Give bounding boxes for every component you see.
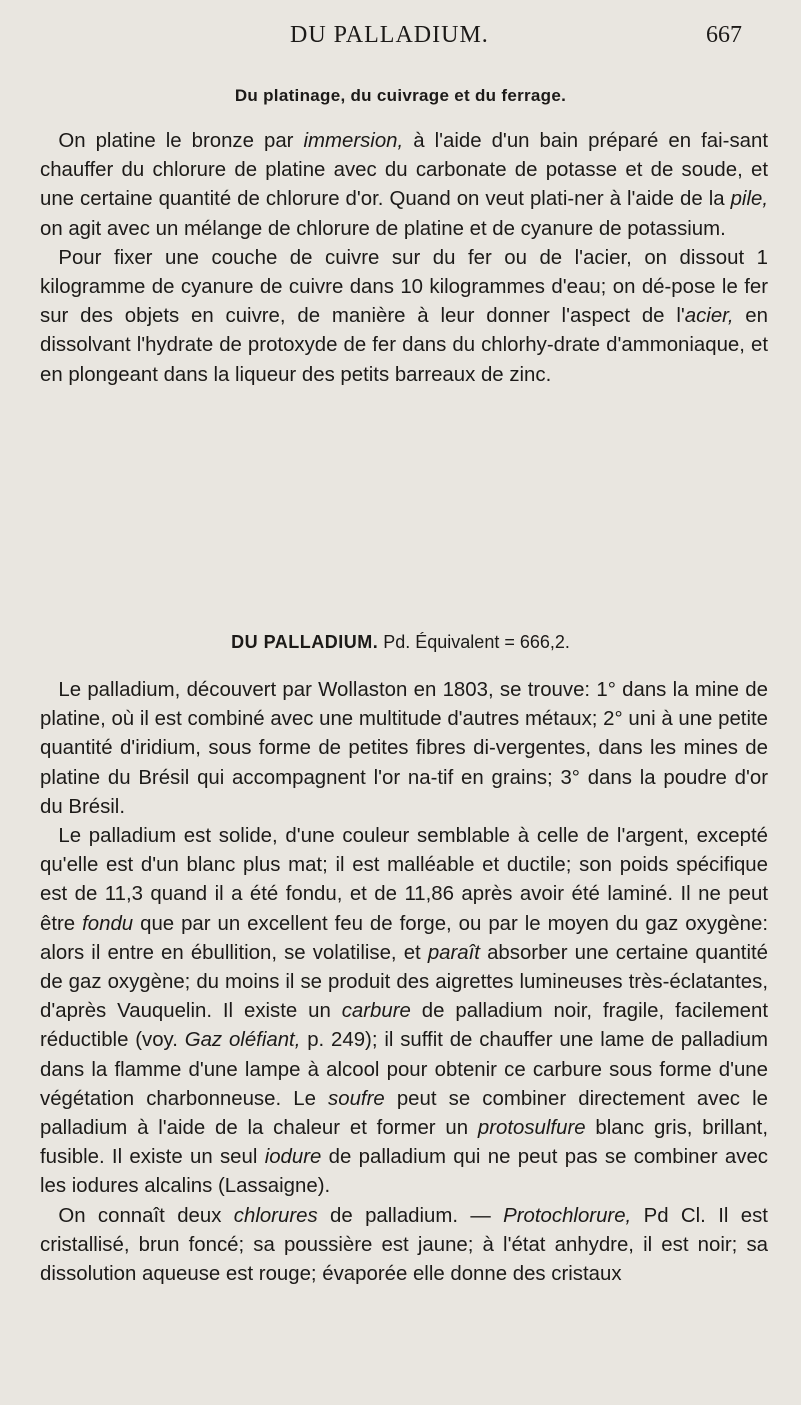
italic-term: Gaz oléfiant,: [184, 1029, 301, 1052]
italic-term: pile,: [730, 188, 768, 211]
text-run: Pour fixer une couche de cuivre sur du fer ou de l'acier, on dissout 1 kilogramme de cyanure de cuivre dans 10 kilogrammes d'eau; on dé-pose le fer sur des objets en cuivre, de manière à leur donner l'aspect de l': [40, 246, 768, 328]
italic-term: fondu: [82, 912, 134, 935]
text-run: de palladium noir, fragile, facilement réductible (voy.: [40, 1000, 768, 1052]
heading-rest: Pd. Équivalent = 666,2.: [378, 632, 570, 652]
italic-term: paraît: [427, 941, 480, 964]
text-run: peut se combiner directement avec le palladium à l'aide de la chaleur et former un: [40, 1087, 768, 1140]
text-run: à l'aide d'un bain préparé en fai-sant chauffer du chlorure de platine avec du carbonate de potasse et de soude, et une certaine quantité de chlorure d'or. Quand on veut plati-ner à l'aide de la: [40, 130, 768, 211]
text-run: on agit avec un mélange de chlorure de platine et de cyanure de potassium.: [40, 217, 726, 240]
text-run: en dissolvant l'hydrate de protoxyde de fer dans du chlorhy-drate d'ammoniaque, et en plongeant dans la liqueur des petits barreaux de zinc.: [40, 305, 768, 386]
paragraph: [40, 1202, 768, 1290]
text-run: Le palladium, découvert par Wollaston en 1803, se trouve: 1° dans la mine de platine, où il est combiné avec une multitude d'autres métaux; 2° uni à une petite quantité d'iridium, sous forme de petites fibres di-vergentes, dans les mines de platine du Brésil qui accompagnent l'or na-tif en grains; 3° dans la poudre d'or du Brésil.: [40, 679, 768, 818]
running-head: [0, 22, 801, 58]
italic-term: protosulfure: [477, 1117, 586, 1140]
text-run: de palladium qui ne peut pas se combiner avec les iodures alcalins (Lassaigne).: [40, 1146, 768, 1198]
text-run: Le palladium est solide, d'une couleur semblable à celle de l'argent, excepté qu'elle est d'un blanc plus mat; il est malléable et ductile; son poids spécifique est de 11,3 quand il a été fondu, et de 11,86 après avoir été laminé. Il ne peut être: [40, 825, 768, 935]
section-heading-platinage: Du platinage, du cuivrage et du ferrage.: [234, 86, 567, 105]
paragraph: [40, 244, 768, 390]
page-number: 667: [706, 22, 742, 48]
text-run: p. 249); il suffit de chauffer une lame de palladium dans la flamme d'une lampe à alcool pour obtenir ce carbure sous forme d'une végétation charbonneuse. Le: [40, 1029, 768, 1110]
paragraph: [40, 822, 768, 1202]
text-run: absorber une certaine quantité de gaz oxygène; du moins il se produit des aigrettes lumineuses très-éclatantes, d'après Vauquelin. Il existe un: [40, 941, 768, 1023]
section-heading-palladium: [0, 632, 801, 653]
italic-term: acier,: [684, 305, 734, 328]
heading-caps: DU PALLADIUM.: [231, 632, 379, 652]
italic-term: chlorures: [233, 1204, 318, 1227]
running-title: DU PALLADIUM.: [290, 22, 489, 48]
italic-term: immersion,: [303, 130, 404, 152]
paragraph: [40, 676, 768, 822]
italic-term: carbure: [341, 1000, 411, 1023]
italic-term: iodure: [264, 1146, 322, 1169]
italic-term: Protochlorure,: [503, 1204, 632, 1227]
text-run: blanc gris, brillant, fusible. Il existe un seul: [40, 1117, 768, 1169]
text-run: que par un excellent feu de forge, ou par le moyen du gaz oxygène: alors il entre en ébullition, se volatilise, et: [40, 912, 768, 964]
text-run: de palladium. —: [317, 1204, 504, 1227]
italic-term: soufre: [328, 1087, 385, 1110]
text-run: On platine le bronze par: [58, 130, 304, 152]
text-run: Pd Cl. Il est cristallisé, brun foncé; sa poussière est jaune; à l'état anhydre, il est noir; sa dissolution aqueuse est rouge; évaporée elle donne des cristaux: [40, 1204, 768, 1286]
text-block-palladium: [40, 676, 768, 1289]
text-run: On connaît deux: [58, 1204, 234, 1227]
paragraph: [40, 127, 768, 244]
text-block-platinage: [40, 127, 768, 390]
